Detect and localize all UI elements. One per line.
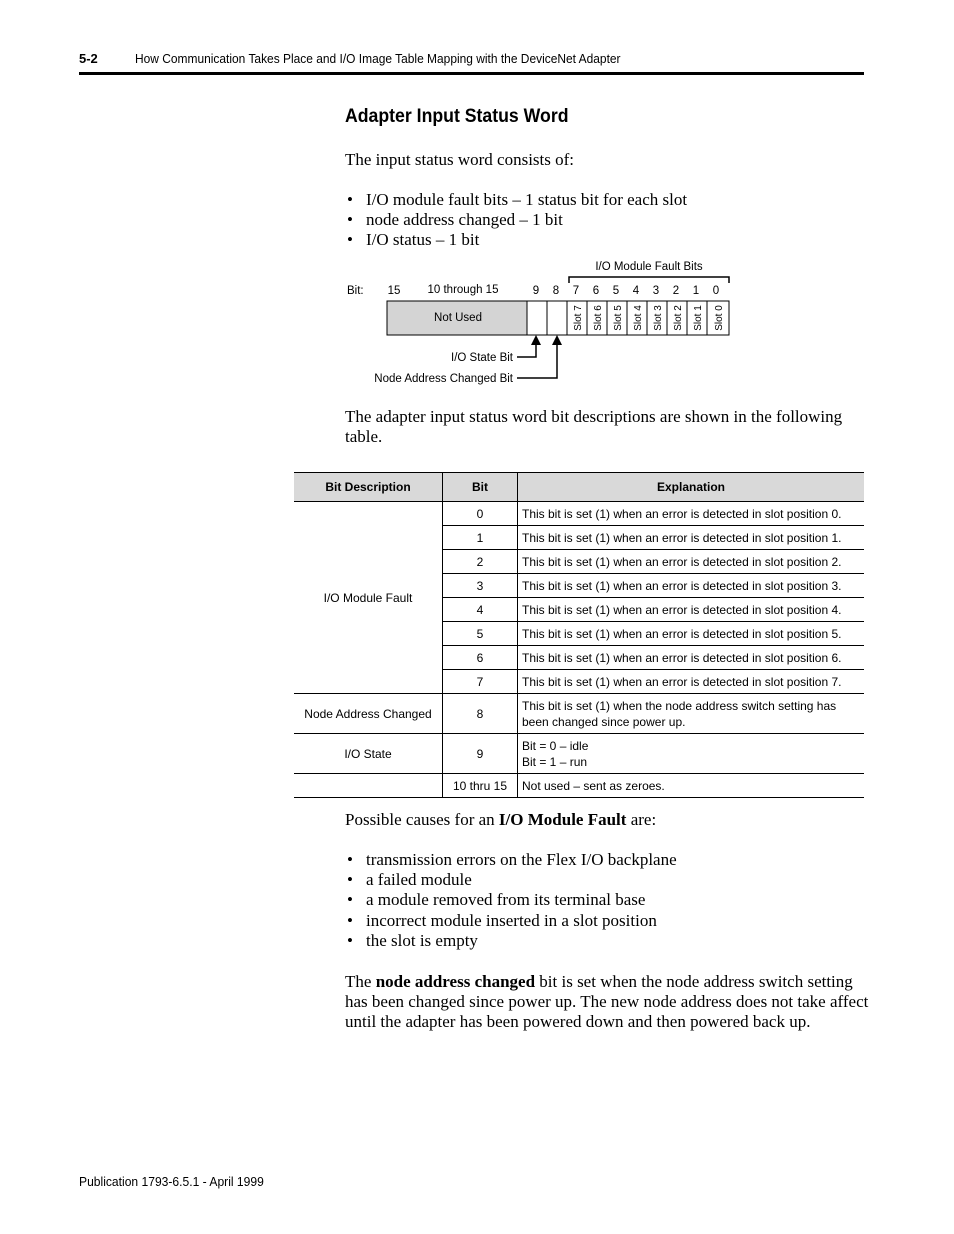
description-cell: Node Address Changed xyxy=(294,694,443,734)
list-item: • transmission errors on the Flex I/O backplane xyxy=(345,850,677,870)
slot-label: Slot 4 xyxy=(633,305,644,331)
slot-label: Slot 2 xyxy=(673,305,684,331)
bit-description-table xyxy=(294,472,864,798)
bit-cell: 2 xyxy=(443,550,518,574)
bit-number: 5 xyxy=(612,285,620,297)
list-item: • I/O module fault bits – 1 status bit for each slot xyxy=(345,190,687,210)
bit-cell: 3 xyxy=(443,574,518,598)
bit-number: 0 xyxy=(712,285,720,297)
fault-group-cell: I/O Module Fault xyxy=(294,502,443,694)
status-word-diagram xyxy=(340,255,740,390)
explanation-cell: This bit is set (1) when an error is detected in slot position 6. xyxy=(518,646,865,670)
table-row xyxy=(294,734,864,774)
fault-bits-label: I/O Module Fault Bits xyxy=(595,261,703,273)
explanation-cell: This bit is set (1) when an error is detected in slot position 7. xyxy=(518,670,865,694)
slot-label: Slot 0 xyxy=(714,305,725,331)
bit-15-label: 15 xyxy=(387,285,401,297)
table-row xyxy=(294,694,864,734)
bit-cell: 4 xyxy=(443,598,518,622)
header-rule xyxy=(79,72,864,75)
explanation-cell: This bit is set (1) when an error is detected in slot position 1. xyxy=(518,526,865,550)
explanation-cell xyxy=(518,734,865,774)
bit-number: 8 xyxy=(552,285,560,297)
bit-cell: 6 xyxy=(443,646,518,670)
explanation-line: Bit = 0 – idle xyxy=(522,738,589,753)
text-run: The xyxy=(345,972,376,991)
bit-cell: 0 xyxy=(443,502,518,526)
column-header: Bit xyxy=(443,473,518,502)
bit-cell: 10 thru 15 xyxy=(443,774,518,798)
slot-label: Slot 7 xyxy=(573,305,584,331)
bit-cell: 5 xyxy=(443,622,518,646)
text-run: bit is set when the node address switch setting has been changed since power up. The new node address does not take affect until the adapter has been powered down and then powered back up. xyxy=(345,972,869,1031)
footer-publication: Publication 1793-6.5.1 - April 1999 xyxy=(79,1174,264,1189)
bit-number: 6 xyxy=(592,285,600,297)
table-row xyxy=(294,774,864,798)
column-header: Explanation xyxy=(518,473,865,502)
text-run: Possible causes for an xyxy=(345,810,499,829)
fault-causes-list xyxy=(345,850,677,951)
bit-label: Bit: xyxy=(347,285,364,297)
header-chapter-title: How Communication Takes Place and I/O Image Table Mapping with the DeviceNet Adapter xyxy=(135,51,621,66)
explanation-cell: This bit is set (1) when an error is detected in slot position 0. xyxy=(518,502,865,526)
bit-cell: 9 xyxy=(443,734,518,774)
explanation-cell: This bit is set (1) when an error is detected in slot position 4. xyxy=(518,598,865,622)
section-title: Adapter Input Status Word xyxy=(345,106,569,127)
explanation-cell: Not used – sent as zeroes. xyxy=(518,774,865,798)
explanation-line: Bit = 1 – run xyxy=(522,754,588,769)
bit-number: 1 xyxy=(692,285,700,297)
intro-paragraph: The input status word consists of: xyxy=(345,150,575,169)
bold-term: node address changed xyxy=(375,972,536,991)
bit-number: 9 xyxy=(532,285,540,297)
node-address-label: Node Address Changed Bit xyxy=(374,373,513,385)
status-items-list xyxy=(345,190,687,251)
bit-cell: 7 xyxy=(443,670,518,694)
bit-number: 2 xyxy=(672,285,680,297)
slot-label: Slot 6 xyxy=(593,305,604,331)
bit-cell: 1 xyxy=(443,526,518,550)
node-address-paragraph xyxy=(345,972,875,1032)
explanation-cell: This bit is set (1) when an error is detected in slot position 5. xyxy=(518,622,865,646)
causes-intro-paragraph xyxy=(345,810,656,830)
bit-cell: 8 xyxy=(443,694,518,734)
description-cell: I/O State xyxy=(294,734,443,774)
header-page-number: 5-2 xyxy=(79,51,98,66)
explanation-cell: This bit is set (1) when an error is detected in slot position 2. xyxy=(518,550,865,574)
bit-number: 4 xyxy=(632,285,640,297)
list-item: • I/O status – 1 bit xyxy=(345,230,687,250)
text-run: are: xyxy=(626,810,657,829)
not-used-label: Not Used xyxy=(434,312,482,324)
list-item: • a failed module xyxy=(345,870,677,890)
explanation-cell: This bit is set (1) when the node address switch setting has been changed since power up. xyxy=(518,694,865,734)
list-item: • the slot is empty xyxy=(345,931,677,951)
bold-term: I/O Module Fault xyxy=(498,810,627,829)
io-state-arrowhead xyxy=(531,335,541,345)
slot-label: Slot 1 xyxy=(693,305,704,331)
slot-label: Slot 5 xyxy=(613,305,624,331)
table-header-row xyxy=(294,473,864,502)
bit-number: 7 xyxy=(572,285,580,297)
bit-9-cell xyxy=(527,301,547,335)
node-address-arrowhead xyxy=(552,335,562,345)
table-intro-paragraph: The adapter input status word bit descriptions are shown in the following table. xyxy=(345,407,843,446)
io-state-label: I/O State Bit xyxy=(451,352,513,364)
column-header: Bit Description xyxy=(294,473,443,502)
list-item: • node address changed – 1 bit xyxy=(345,210,687,230)
list-item: • a module removed from its terminal base xyxy=(345,890,677,910)
range-label: 10 through 15 xyxy=(427,284,499,296)
description-cell xyxy=(294,774,443,798)
slot-label: Slot 3 xyxy=(653,305,664,331)
explanation-cell: This bit is set (1) when an error is detected in slot position 3. xyxy=(518,574,865,598)
bit-8-cell xyxy=(547,301,567,335)
list-item: • incorrect module inserted in a slot position xyxy=(345,911,677,931)
fault-bits-bracket xyxy=(569,277,729,283)
table-row xyxy=(294,502,864,526)
bit-number: 3 xyxy=(652,285,660,297)
